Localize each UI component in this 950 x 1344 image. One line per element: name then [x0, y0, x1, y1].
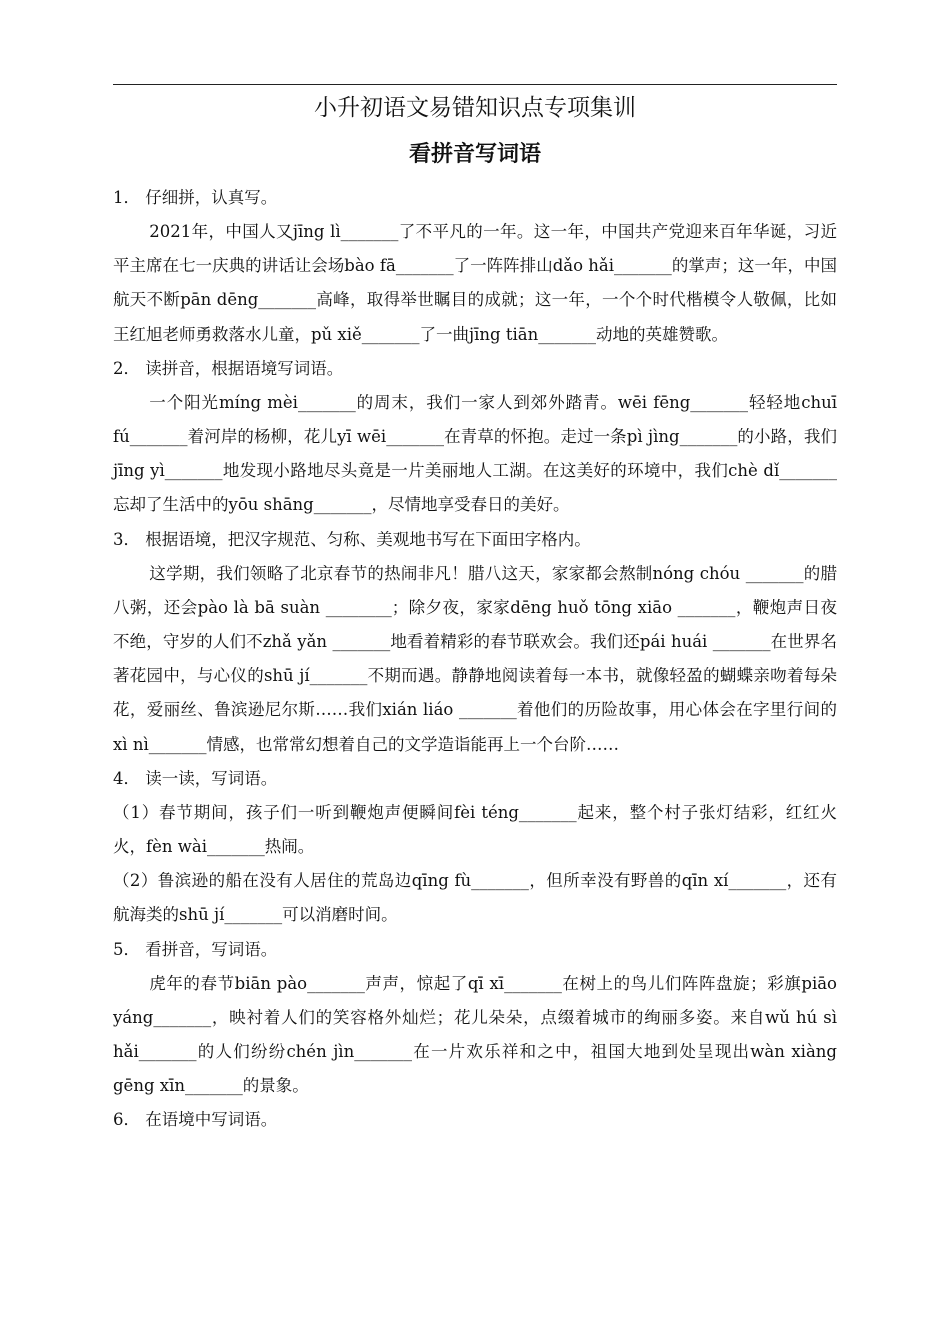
question-4	[113, 762, 837, 933]
question-text: 一个阳光míng mèi_______的周末，我们一家人到郊外踏青。wēi fēng_______轻轻地chuī fú_______着河岸的杨柳，花儿yī wēi_______在青草的怀抱。走过一条pì jìng_______的小路，我们jīng yì_______地发现小路地尽头竟是一片美丽地人工湖。在这美好的环境中，我们chè dǐ_______忘却了生活中的yōu shāng_______，尽情地享受春日的美好。	[113, 392, 837, 515]
question-heading: 3． 根据语境，把汉字规范、匀称、美观地书写在下面田字格内。	[113, 529, 591, 549]
header-rule	[113, 84, 837, 85]
question-heading: 6． 在语境中写词语。	[113, 1110, 278, 1130]
question-heading: 5． 看拼音，写词语。	[113, 939, 278, 959]
question-subitem-2: （2）鲁滨逊的船在没有人居住的荒岛边qīng fù_______，但所幸没有野兽的qīn xí_______，还有航海类的shū jí_______可以消磨时间。	[113, 871, 837, 925]
question-text: 2021年，中国人又jīng lì_______了不平凡的一年。这一年，中国共产党迎来百年华诞，习近平主席在七一庆典的讲话让会场bào fā_______了一阵阵排山dǎo hǎi_______的掌声；这一年，中国航天不断pān dēng_______高峰，取得举世瞩目的成就；这一年，一个个时代楷模令人敬佩，比如王红旭老师勇救落水儿童，pǔ xiě_______了一曲jīng tiān_______动地的英雄赞歌。	[113, 222, 837, 344]
question-heading: 1． 仔细拼，认真写。	[113, 188, 278, 207]
question-heading: 2． 读拼音，根据语境写词语。	[113, 358, 344, 378]
question-6	[113, 1103, 837, 1137]
question-subitem-1: （1）春节期间，孩子们一听到鞭炮声便瞬间fèi téng_______起来，整个村子张灯结彩，红红火火，fèn wài_______热闹。	[113, 802, 837, 857]
document-title: 小升初语文易错知识点专项集训	[314, 95, 636, 121]
question-5	[113, 933, 837, 1104]
question-3	[113, 523, 837, 762]
question-2	[113, 352, 837, 523]
question-list	[113, 181, 837, 1137]
question-1	[113, 181, 837, 352]
question-text: 这学期，我们领略了北京春节的热闹非凡！腊八这天，家家都会熬制nóng chóu _______的腊八粥，还会pào là bā suàn ________；除夕夜，家家dēng huǒ tōng xiāo _______，鞭炮声日夜不绝，守岁的人们不zhǎ yǎn _______地看着精彩的春节联欢会。我们还pái huái _______在世界名著花园中，与心仪的shū jí_______不期而遇。静静地阅读着每一本书，就像轻盈的蝴蝶亲吻着每朵花，爱丽丝、鲁滨逊尼尔斯……我们xián liáo _______着他们的历险故事，用心体会在字里行间的xì nì_______情感，也常常幻想着自己的文学造诣能再上一个台阶……	[113, 563, 837, 754]
question-heading: 4． 读一读，写词语。	[113, 768, 278, 788]
document-subtitle: 看拼音写词语	[408, 141, 541, 167]
question-text: 虎年的春节biān pào_______声声，惊起了qī xī_______在树上的鸟儿们阵阵盘旋；彩旗piāo yáng_______，映衬着人们的笑容格外灿烂；花儿朵朵，点缀着城市的绚丽多姿。来自wǔ hú sì hǎi_______的人们纷纷chén jìn_______在一片欢乐祥和之中，祖国大地到处呈现出wàn xiàng gēng xīn_______的景象。	[113, 973, 837, 1096]
document-page	[113, 84, 837, 1137]
